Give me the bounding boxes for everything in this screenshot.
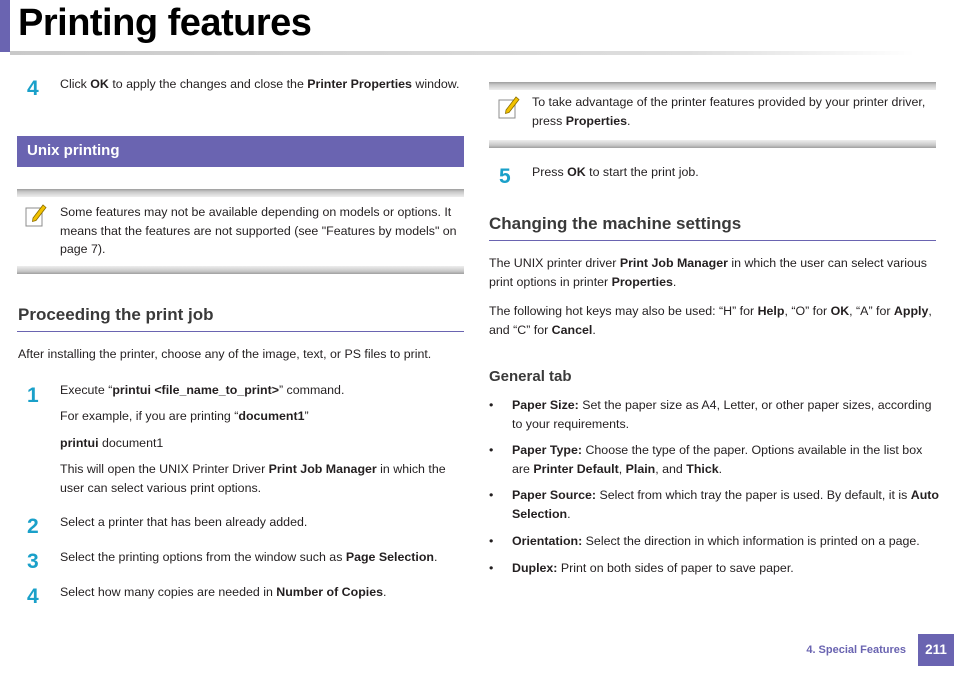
step-number: 2	[27, 515, 39, 538]
step-3-text: Select the printing options from the window such as Page Selection.	[60, 550, 438, 564]
note-bottom-border	[489, 140, 936, 148]
step-number: 1	[27, 384, 39, 407]
step-1-line-4: This will open the UNIX Printer Driver Print Job Manager in which the user can select various print options.	[60, 462, 446, 495]
step-text: Click OK to apply the changes and close the Printer Properties window.	[60, 77, 460, 91]
step-1-line-2: For example, if you are printing “document1”	[60, 409, 309, 423]
note-top-border	[17, 189, 464, 197]
step-1-line-1: Execute “printui <file_name_to_print>” command.	[60, 383, 345, 397]
note-text: To take advantage of the printer features provided by your printer driver, press Properties.	[532, 95, 926, 128]
bullet-symbol: •	[489, 534, 494, 548]
bullet-paper-type: Paper Type: Choose the type of the paper. Options available in the list box are Printer Default, Plain, and Thick.	[512, 443, 923, 476]
bullet-duplex: Duplex: Print on both sides of paper to save paper.	[512, 561, 794, 575]
footer-chapter-label: 4. Special Features	[806, 644, 906, 656]
bullet-symbol: •	[489, 561, 494, 575]
subheading-general-tab: General tab	[489, 368, 572, 385]
step-2-text: Select a printer that has been already added.	[60, 515, 308, 529]
note-pencil-icon	[24, 202, 48, 228]
header-accent-bar	[0, 0, 10, 52]
step-1-line-3: printui document1	[60, 436, 164, 450]
note-top-border	[489, 82, 936, 90]
section-bar-unix-printing	[17, 136, 464, 167]
note-pencil-icon	[497, 94, 521, 120]
intro-paragraph: After installing the printer, choose any of the image, text, or PS files to print.	[18, 347, 432, 361]
step-number: 4	[27, 585, 39, 608]
bullet-paper-size: Paper Size: Set the paper size as A4, Letter, or other paper sizes, according to your requirements.	[512, 398, 932, 431]
heading-underline	[17, 331, 464, 332]
heading-changing-machine-settings: Changing the machine settings	[489, 214, 742, 233]
bullet-symbol: •	[489, 398, 494, 412]
page-number: 211	[918, 634, 954, 666]
heading-underline	[489, 240, 936, 241]
header-divider	[10, 51, 915, 55]
step-5-text: Press OK to start the print job.	[532, 165, 699, 179]
step-number: 3	[27, 550, 39, 573]
step-number: 4	[27, 77, 39, 100]
heading-proceeding-print-job: Proceeding the print job	[18, 305, 214, 324]
step-4-text: Select how many copies are needed in Number of Copies.	[60, 585, 387, 599]
page-title: Printing features	[18, 2, 312, 44]
bullet-symbol: •	[489, 488, 494, 502]
bullet-paper-source: Paper Source: Select from which tray the paper is used. By default, it is Auto Selection.	[512, 488, 939, 521]
note-text: Some features may not be available depending on models or options. It means that the features are not supported (see "Features by models" on page 7).	[60, 205, 457, 256]
bullet-symbol: •	[489, 443, 494, 457]
paragraph-hot-keys: The following hot keys may also be used: “H” for Help, “O” for OK, “A” for Apply, and “C” for Cancel.	[489, 304, 932, 337]
step-number: 5	[499, 165, 511, 188]
paragraph-print-job-manager: The UNIX printer driver Print Job Manager in which the user can select various print options in printer Properties.	[489, 256, 927, 289]
bullet-orientation: Orientation: Select the direction in which information is printed on a page.	[512, 534, 920, 548]
note-bottom-border	[17, 266, 464, 274]
section-bar-label: Unix printing	[27, 142, 120, 159]
